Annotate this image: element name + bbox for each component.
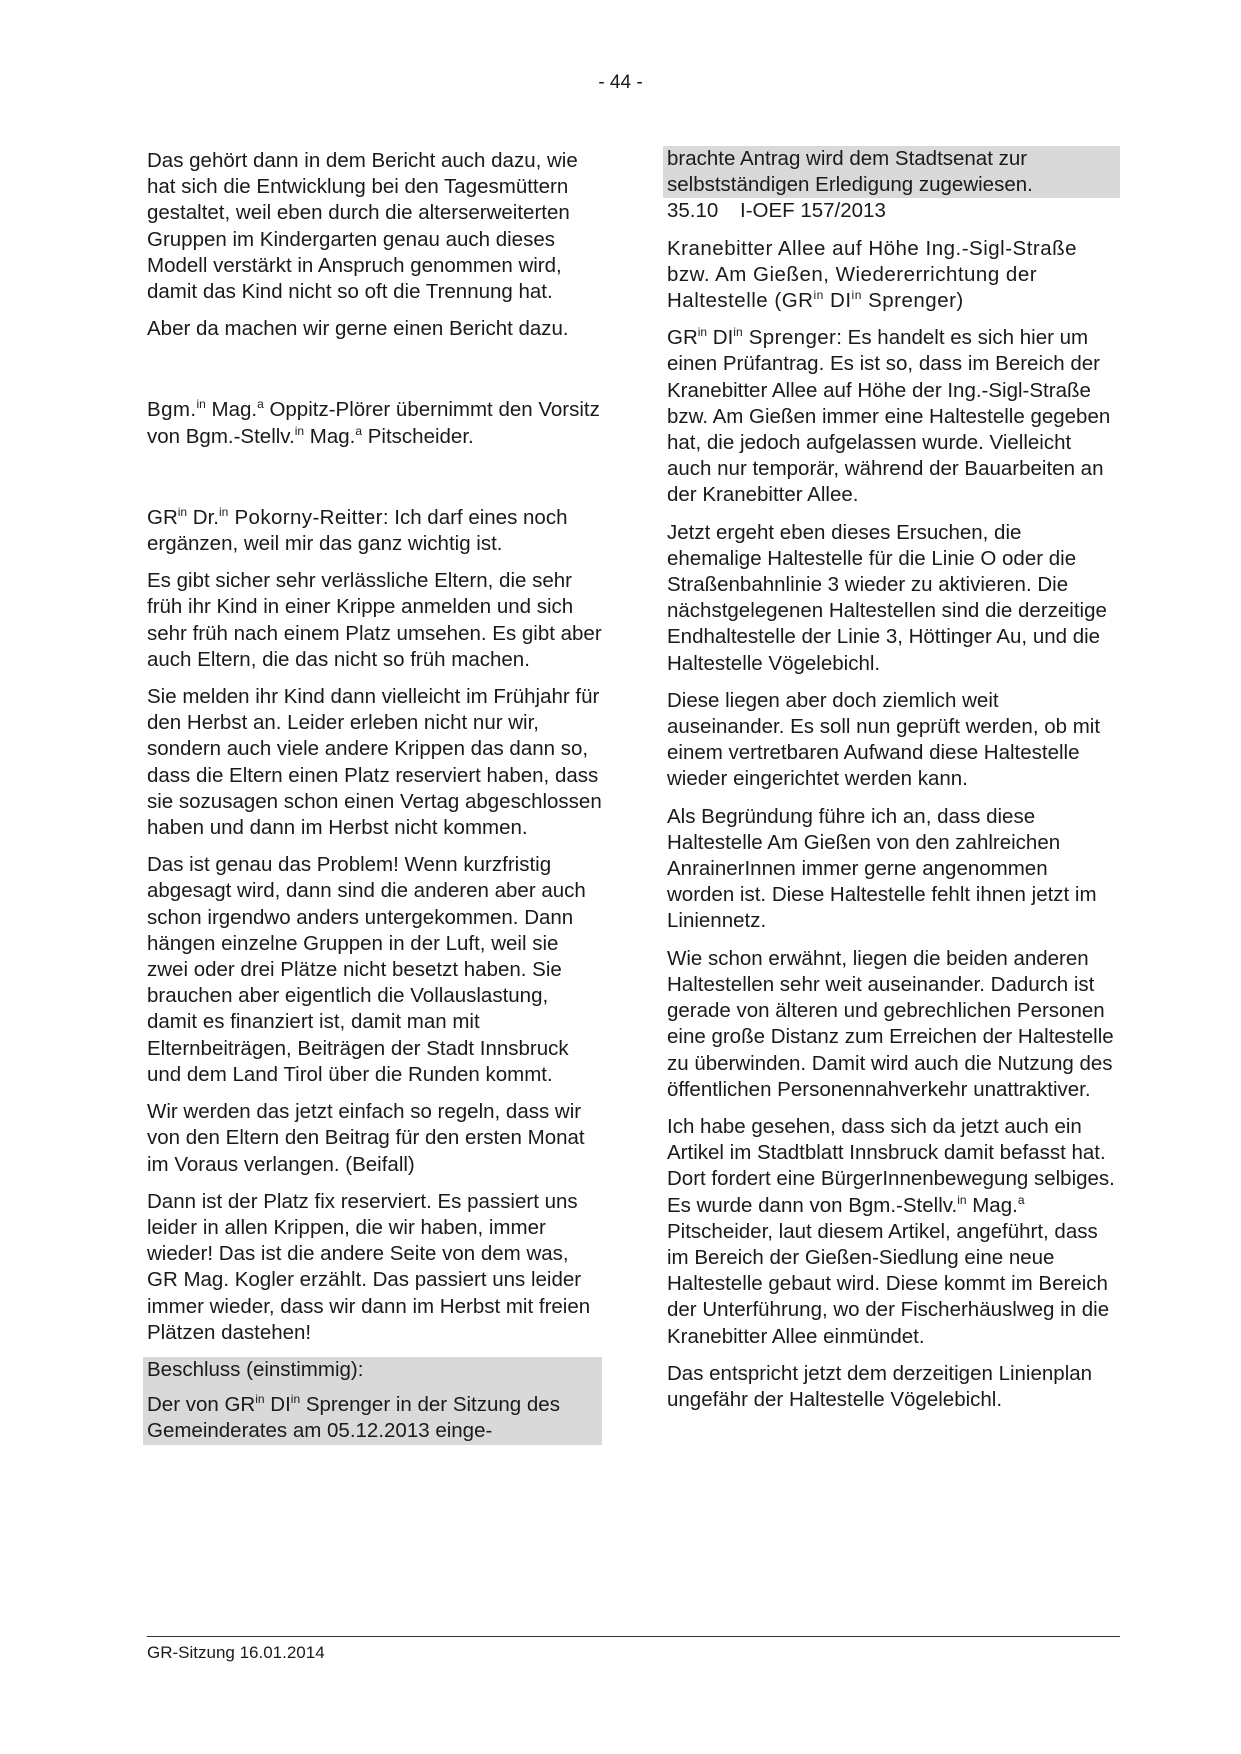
paragraph: Wir werden das jetzt einfach so regeln, dass wir von den Eltern den Beitrag für den ersten Monat im Voraus verlangen. (Beifall) [147, 1100, 585, 1176]
speech-text: : Ich darf eines noch ergänzen, weil mir das ganz wichtig ist. [147, 505, 568, 556]
paragraph: Es gibt sicher sehr verlässliche Eltern, die sehr früh ihr Kind in einer Krippe anmelden und sich sehr früh nach einem Platz umsehen. Es gibt aber auch Eltern, die das nicht so früh machen. [147, 569, 602, 671]
decision-text-cont: brachte Antrag wird dem Stadtsenat zur selbstständigen Erledigung zugewiesen. [667, 147, 1033, 197]
text: Pitscheider, laut diesem Artikel, angeführt, dass im Bereich der Gießen-Siedlung eine neue Haltestelle gebaut wird. Diese kommt im Bereich der Unterführung, wo der Fischerhäuslweg in die Kranebitter Allee einmündet. [667, 1219, 1110, 1348]
speaker-paragraph [667, 325, 1120, 508]
superscript: in [733, 325, 743, 340]
title-bgm: Bgm. [147, 398, 197, 422]
superscript: in [255, 1392, 265, 1407]
agenda-item-subject [667, 236, 1120, 315]
agenda-item-header [667, 198, 1120, 224]
paragraph: Diese liegen aber doch ziemlich weit auseinander. Es soll nun geprüft werden, ob mit einem vertretbaren Aufwand diese Haltestelle wieder eingerichtet werden kann. [667, 688, 1101, 791]
superscript: a [355, 423, 363, 438]
page-number: - 44 - [598, 72, 643, 93]
text: Sprenger in der Sitzung des Gemeinderates am 05.12.2013 einge- [147, 1393, 560, 1443]
superscript: in [813, 288, 824, 303]
footer-text: GR-Sitzung 16.01.2014 [147, 1643, 325, 1662]
paragraph: Das entspricht jetzt dem derzeitigen Linienplan ungefähr der Haltestelle Vögelebichl. [667, 1361, 1093, 1411]
paragraph: Wie schon erwähnt, liegen die beiden anderen Haltestellen sehr weit auseinander. Dadurch ist gerade von älteren und gebrechlichen Personen eine große Distanz zum Erreichen der Haltestelle zu überwinden. Damit wird auch die Nutzung des öffentlichen Personennahverkehr unattraktiver. [667, 946, 1114, 1101]
text: Sprenger) [861, 289, 964, 313]
text: Oppitz-Plörer übernimmt den Vorsitz von Bgm.-Stellv. [147, 398, 600, 448]
superscript: in [294, 423, 305, 438]
speaker-title: GR [667, 326, 698, 350]
text: Mag. [966, 1193, 1018, 1217]
text: Mag. [304, 424, 356, 448]
decision-text [147, 1392, 598, 1444]
superscript: a [1017, 1192, 1025, 1207]
text: Mag. [205, 398, 258, 422]
paragraph: Das ist genau das Problem! Wenn kurzfristig abgesagt wird, dann sind die anderen aber auch schon irgendwo anders untergekommen. Dann hängen einzelne Gruppen in der Luft, weil sie zwei oder drei Plätze nicht besetzt haben. Sie brauchen aber eigentlich die Vollauslastung, damit es finanziert ist, damit man mit Elternbeiträgen, Beiträgen der Stadt Innsbruck und dem Land Tirol über die Runden kommt. [147, 853, 586, 1086]
text: DI [264, 1393, 291, 1417]
superscript: in [851, 288, 862, 303]
paragraph [667, 1114, 1120, 1350]
text: DI [823, 289, 852, 313]
superscript: in [957, 1192, 967, 1207]
superscript: in [290, 1392, 301, 1407]
decision-continuation [663, 146, 1120, 198]
superscript: in [177, 505, 188, 519]
paragraph: Aber da machen wir gerne einen Bericht dazu. [147, 317, 569, 341]
text: Der von GR [147, 1393, 256, 1417]
item-number: 35.10 [667, 199, 719, 223]
speaker-title: GR [147, 505, 178, 529]
speaker-name: Pokorny-Reitter [228, 505, 383, 529]
paragraph: Jetzt ergeht eben dieses Ersuchen, die ehemalige Haltestelle für die Linie O oder die Straßenbahnlinie 3 wieder zu aktivieren. Die nächstgelegenen Haltestellen sind die derzeitige Endhaltestelle der Linie 3, Höttinger Au, und die Haltestelle Vögelebichl. [667, 520, 1107, 675]
chair-change-note [147, 397, 602, 449]
superscript: a [257, 397, 264, 412]
decision-label: Beschluss (einstimmig): [147, 1357, 364, 1381]
speaker-title: Dr. [187, 505, 219, 529]
superscript: in [196, 397, 206, 412]
superscript: in [219, 505, 229, 519]
footer-divider [147, 1636, 1120, 1637]
superscript: in [697, 325, 708, 340]
left-column [147, 148, 602, 1445]
paragraph: Als Begründung führe ich an, dass diese Haltestelle Am Gießen von den zahlreichen AnrainerInnen immer gerne angenommen worden ist. Diese Haltestelle fehlt ihnen jetzt im Liniennetz. [667, 804, 1097, 933]
speaker-paragraph [147, 505, 602, 557]
paragraph: Sie melden ihr Kind dann vielleicht im Frühjahr für den Herbst an. Leider erleben nicht nur wir, sondern auch viele andere Krippen das dann so, dass die Eltern einen Platz reserviert haben, dass sie sozusagen schon einen Vertag abgeschlossen haben und dann im Herbst nicht kommen. [147, 685, 602, 840]
text: Pitscheider. [362, 424, 474, 448]
speaker-name: Sprenger [742, 326, 837, 350]
item-reference: I-OEF 157/2013 [740, 199, 886, 223]
decision-block [143, 1357, 602, 1445]
text: Ich habe gesehen, dass sich da jetzt auch ein Artikel im Stadtblatt Innsbruck damit befasst hat. Dort fordert eine BürgerInnenbewegung selbiges. Es wurde dann von Bgm.-Stellv. [667, 1114, 1115, 1217]
speaker-title: DI [707, 326, 734, 350]
speech-text: : Es handelt es sich hier um einen Prüfantrag. Es ist so, dass im Bereich der Kranebitter Allee auf Höhe der Ing.-Sigl-Straße bzw. Am Gießen immer eine Haltestelle gegeben hat, die jedoch aufgelassen wurde. Vielleicht auch nur temporär, während der Bauarbeiten an der Kranebitter Allee. [667, 326, 1111, 507]
paragraph: Das gehört dann in dem Bericht auch dazu, wie hat sich die Entwicklung bei den Tagesmüttern gestaltet, weil eben durch die alterserweiterten Gruppen im Kindergarten genau auch dieses Modell verstärkt in Anspruch genommen wird, damit das Kind nicht so oft die Trennung hat. [147, 149, 578, 304]
paragraph: Dann ist der Platz fix reserviert. Es passiert uns leider in allen Krippen, die wir haben, immer wieder! Das ist die andere Seite von dem was, GR Mag. Kogler erzählt. Das passiert uns leider immer wieder, dass wir dann im Herbst mit freien Plätzen dastehen! [147, 1189, 591, 1344]
right-column [667, 148, 1120, 1424]
text: Kranebitter Allee auf Höhe Ing.-Sigl-Straße bzw. Am Gießen, Wiedererrichtung der Haltestelle (GR [667, 236, 1078, 313]
